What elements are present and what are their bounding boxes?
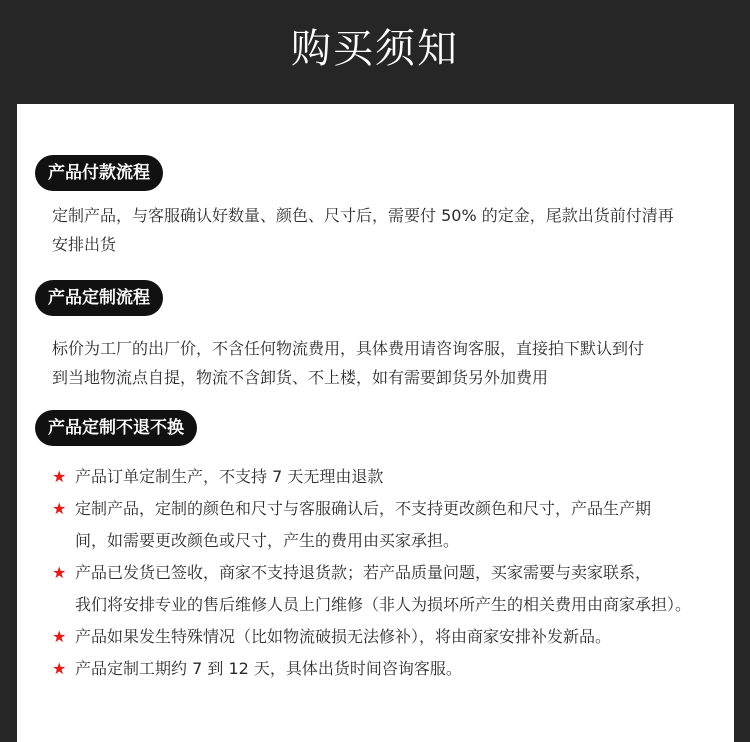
- red-star-icon: ★: [52, 563, 67, 582]
- red-star-icon: ★: [52, 499, 67, 518]
- text-line: 产品已发货已签收，商家不支持退货款；若产品质量问题，买家需要与卖家联系，: [75, 563, 652, 582]
- text-line: 安排出货: [52, 235, 117, 254]
- red-star-icon: ★: [52, 627, 67, 646]
- text-line: 产品如果发生特殊情况（比如物流破损无法修补），将由商家安排补发新品。: [75, 627, 612, 646]
- text-line: 我们将安排专业的售后维修人员上门维修（非人为损坏所产生的相关费用由商家承担）。: [75, 595, 692, 614]
- text-line: 定制产品，定制的颜色和尺寸与客服确认后，不支持更改颜色和尺寸，产品生产期: [75, 499, 652, 518]
- text-line: 到当地物流点自提，物流不含卸货、不上楼，如有需要卸货另外加费用: [52, 368, 549, 387]
- list-item: [52, 621, 732, 653]
- list-item: [52, 461, 732, 493]
- section-pill-customization: 产品定制流程: [35, 280, 163, 316]
- text-line: 定制产品，与客服确认好数量、颜色、尺寸后，需要付 50% 的定金，尾款出货前付清再: [52, 206, 674, 225]
- section-pill-no-return: 产品定制不退不换: [35, 410, 197, 446]
- page-title: 购买须知: [291, 26, 459, 72]
- red-star-icon: ★: [52, 659, 67, 678]
- section-pill-payment: 产品付款流程: [35, 155, 163, 191]
- payment-process-text: [52, 201, 712, 259]
- list-item: [52, 653, 732, 685]
- text-line: 标价为工厂的出厂价，不含任何物流费用，具体费用请咨询客服，直接拍下默认到付: [52, 339, 645, 358]
- no-return-list: [52, 461, 732, 685]
- text-line: 产品定制工期约 7 到 12 天，具体出货时间咨询客服。: [75, 659, 462, 678]
- text-line: 间，如需要更改颜色或尺寸，产生的费用由买家承担。: [75, 531, 460, 550]
- customization-process-text: [52, 334, 712, 392]
- text-line: 产品订单定制生产，不支持 7 天无理由退款: [75, 467, 384, 486]
- red-star-icon: ★: [52, 467, 67, 486]
- list-item: [52, 557, 732, 621]
- notice-panel: [17, 104, 734, 742]
- list-item: [52, 493, 732, 557]
